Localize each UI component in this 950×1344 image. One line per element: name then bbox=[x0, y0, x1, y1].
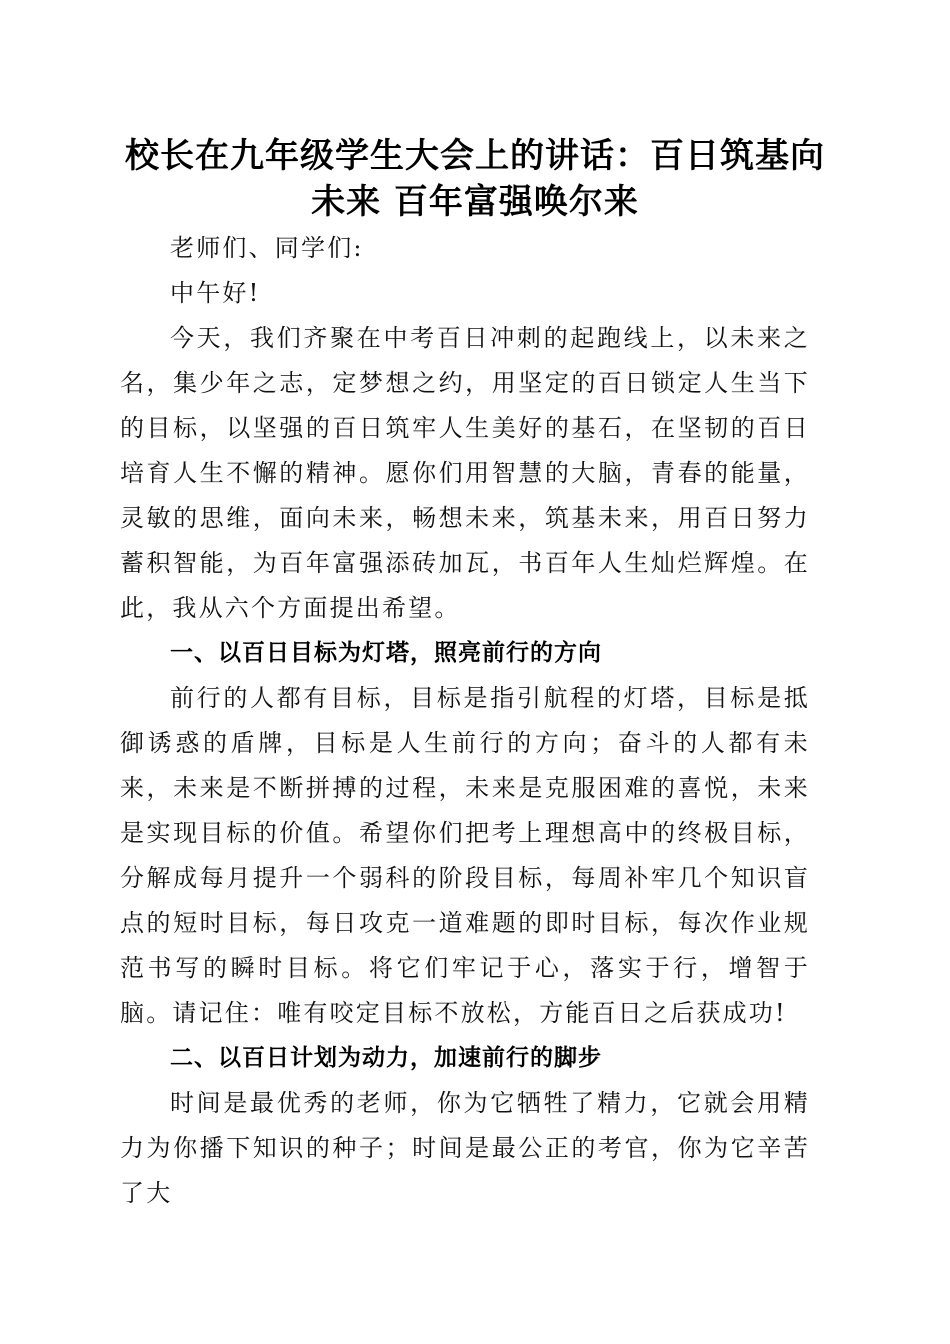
greeting: 老师们、同学们: bbox=[170, 234, 364, 262]
title-line-1: 校长在九年级学生大会上的讲话：百日筑基向 bbox=[125, 136, 825, 176]
document-body bbox=[120, 226, 810, 1216]
salutation: 中午好! bbox=[170, 279, 261, 307]
section-2-heading: 二、以百日计划为动力，加速前行的脚步 bbox=[170, 1045, 602, 1071]
section-1-paragraph: 前行的人都有目标，目标是指引航程的灯塔，目标是抵御诱惑的盾牌，目标是人生前行的方向；奋斗的人都有未来，未来是不断拼搏的过程，未来是克服困难的喜悦，未来是实现目标的价值。希望你们把考上理想高中的终极目标，分解成每月提升一个弱科的阶段目标，每周补牢几个知识盲点的短时目标，每日攻克一道难题的即时目标，每次作业规范书写的瞬时目标。将它们牢记于心，落实于行，增智于脑。请记住：唯有咬定目标不放松，方能百日之后获成功! bbox=[120, 684, 810, 1027]
title-line-2: 未来 百年富强唤尔来 bbox=[311, 182, 639, 222]
section-1-heading: 一、以百日目标为灯塔，照亮前行的方向 bbox=[170, 640, 602, 666]
intro-paragraph: 今天，我们齐聚在中考百日冲刺的起跑线上，以未来之名，集少年之志，定梦想之约，用坚定的百日锁定人生当下的目标，以坚强的百日筑牢人生美好的基石，在坚韧的百日培育人生不懈的精神。愿你们用智慧的大脑，青春的能量，灵敏的思维，面向未来，畅想未来，筑基未来，用百日努力蓄积智能，为百年富强添砖加瓦，书百年人生灿烂辉煌。在此，我从六个方面提出希望。 bbox=[120, 324, 810, 622]
document-title bbox=[100, 133, 850, 225]
section-2-paragraph: 时间是最优秀的老师，你为它牺牲了精力，它就会用精力为你播下知识的种子；时间是最公正的考官，你为它辛苦了大 bbox=[120, 1089, 810, 1207]
